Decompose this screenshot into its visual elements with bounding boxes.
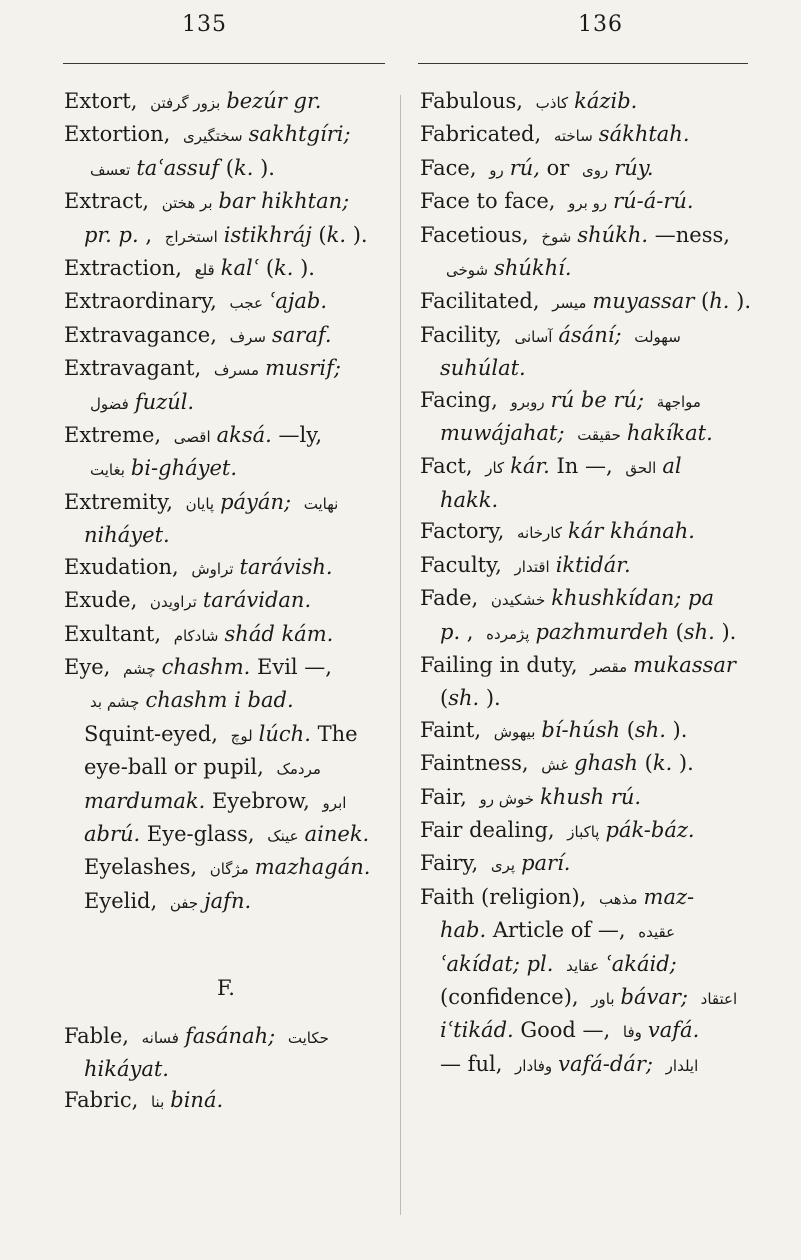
entry-line [420, 119, 752, 152]
transliteration: pák-báz. [605, 817, 695, 842]
transliteration: k. [652, 751, 679, 776]
transliteration: fuzúl. [134, 389, 195, 414]
transliteration: k. [274, 256, 301, 281]
persian-word: وفا [622, 1023, 642, 1042]
transliteration: hakíkat. [626, 421, 713, 446]
transliteration: kalʿ [220, 256, 266, 281]
persian-word: نهایت [303, 494, 339, 513]
english-text: ). [736, 289, 751, 314]
english-text: ( [626, 717, 635, 742]
transliteration: sh. [448, 686, 486, 711]
english-text: Facility, [420, 322, 509, 347]
english-text: Extortion, [64, 122, 177, 147]
persian-word: کارخانه [516, 524, 562, 543]
entry-line [64, 186, 388, 219]
entry-line [64, 1021, 388, 1054]
transliteration: sakhtgíri; [248, 122, 351, 147]
transliteration: sh. [634, 717, 673, 742]
entry-line [64, 685, 388, 718]
transliteration: fasánah; [184, 1023, 282, 1048]
transliteration: jafn. [204, 888, 252, 913]
persian-word: سهولت [634, 327, 681, 346]
persian-word: روی [582, 160, 609, 179]
english-text: —ness, [654, 222, 730, 247]
english-text: Good —, [520, 1018, 617, 1043]
english-text: Faith (religion), [420, 884, 593, 909]
entry-line [420, 815, 752, 848]
transliteration: hab. [440, 918, 493, 943]
persian-word: پری [490, 856, 516, 875]
persian-word: باور [591, 989, 615, 1008]
entry-line [420, 353, 752, 384]
english-text: or [546, 155, 576, 180]
entry-line [64, 852, 388, 885]
entry-line [64, 520, 388, 551]
transliteration: muyassar [592, 289, 702, 314]
persian-word: مسرف [213, 361, 260, 380]
english-text: ( [225, 155, 234, 180]
entry-line [420, 320, 752, 353]
entry-line [64, 487, 388, 520]
left-column [64, 86, 388, 1119]
english-text: Extreme, [64, 423, 168, 448]
transliteration: niháyet. [84, 523, 170, 548]
section-gap [64, 919, 388, 973]
english-text: In —, [556, 454, 620, 479]
entry-line [420, 86, 752, 119]
persian-word: مژگان [209, 860, 249, 879]
transliteration: aksá. [216, 423, 279, 448]
transliteration: suhúlat. [440, 356, 526, 381]
english-text: Fabricated, [420, 122, 548, 147]
persian-word: چشم بد [90, 693, 140, 712]
english-text: Faintness, [420, 751, 536, 776]
persian-word: خوش رو [479, 789, 535, 808]
english-text: Fade, [420, 586, 485, 611]
english-text: Face, [420, 155, 484, 180]
entry-line [420, 153, 752, 186]
entry-line [64, 552, 388, 585]
transliteration: shúkhí. [494, 256, 572, 281]
english-text: ( [318, 222, 327, 247]
entry-line [64, 1085, 388, 1118]
persian-word: اعتقاد [700, 989, 738, 1008]
english-text: Extraction, [64, 256, 189, 281]
entry-line [64, 652, 388, 685]
english-text: Factory, [420, 519, 511, 544]
entry-line [64, 973, 388, 1004]
header-rule-left [63, 63, 385, 64]
entry-line [420, 683, 752, 714]
persian-word: بر هختن [161, 194, 213, 213]
entry-line [420, 385, 752, 418]
persian-word: مردمک [276, 760, 321, 779]
persian-word: عجب [229, 294, 263, 313]
persian-word: مذهب [598, 889, 638, 908]
transliteration: taʿassuf [136, 155, 226, 180]
header-rule-right [418, 63, 748, 64]
english-text: (confidence), [440, 984, 586, 1009]
english-text: Article of —, [492, 918, 633, 943]
entry-line [64, 253, 388, 286]
transliteration: pazhmurdeh [535, 619, 676, 644]
transliteration: pa [688, 586, 714, 611]
right-column [420, 86, 752, 1082]
persian-word: سختگیری [182, 127, 243, 146]
transliteration: musrif; [265, 356, 341, 381]
english-text: ). [678, 751, 694, 776]
entry-line [64, 886, 388, 919]
entry-line [420, 617, 752, 650]
persian-word: حقیقت [577, 426, 621, 445]
english-text: Squint-eyed, [84, 721, 225, 746]
entry-line [420, 286, 752, 319]
english-text: , [145, 222, 159, 247]
english-text: Faculty, [420, 552, 509, 577]
transliteration: ghash [574, 751, 645, 776]
english-text: —ly, [278, 423, 323, 448]
transliteration: istikhráj [223, 222, 319, 247]
section-heading: F. [217, 976, 235, 1001]
persian-word: عقیده [638, 923, 676, 942]
persian-word: بنا [150, 1093, 165, 1112]
persian-word: شوخ [541, 227, 572, 246]
transliteration: bezúr gr. [226, 89, 322, 113]
english-text: Extravagance, [64, 322, 224, 347]
entry-line [420, 1049, 752, 1082]
entry-line [64, 286, 388, 319]
transliteration: mazhagán. [254, 855, 371, 880]
transliteration: iʿtikád. [440, 1018, 521, 1043]
entry-line [420, 1015, 752, 1048]
persian-word: پایان [185, 494, 215, 513]
persian-word: رو [489, 160, 504, 179]
english-text: ). [352, 222, 368, 247]
entry-line [64, 320, 388, 353]
persian-word: لوچ [230, 726, 253, 745]
persian-word: بیهوش [493, 722, 536, 741]
english-text: Faint, [420, 717, 488, 742]
transliteration: chashm i bad. [145, 688, 294, 713]
entry-line [64, 619, 388, 652]
persian-word: خشکیدن [490, 591, 546, 610]
english-text: ). [260, 155, 275, 180]
english-text: — ful, [440, 1051, 510, 1076]
transliteration: khushkídan; [551, 586, 689, 611]
entry-line [64, 387, 388, 420]
entry-line [420, 550, 752, 583]
persian-word: سرف [229, 327, 266, 346]
entry-line [420, 748, 752, 781]
entry-line [420, 253, 752, 286]
transliteration: bi-gháyet. [130, 456, 238, 481]
english-text: Exude, [64, 588, 144, 613]
transliteration: rú-á-rú. [613, 189, 694, 214]
english-text: Fair dealing, [420, 817, 562, 842]
page-number-right: 136 [578, 12, 623, 37]
persian-word: ایلدار [665, 1056, 699, 1075]
entry-line [420, 782, 752, 815]
transliteration: shád kám. [224, 621, 334, 646]
persian-word: پاکباز [567, 822, 600, 841]
entry-line [420, 186, 752, 219]
transliteration: vafá. [647, 1018, 700, 1043]
english-text: ( [644, 751, 653, 776]
persian-word: بزور گرفتن [150, 94, 221, 112]
transliteration: ʿakáid; [605, 951, 677, 976]
transliteration: chashm. [161, 654, 257, 679]
transliteration: rú, [509, 155, 547, 180]
english-text: Eye-glass, [146, 821, 262, 846]
english-text: Eyelashes, [84, 855, 204, 880]
english-text: , [466, 619, 481, 644]
transliteration: k. [234, 155, 261, 180]
english-text: ( [701, 289, 710, 314]
transliteration: sh. [683, 619, 722, 644]
persian-word: تعسف [90, 160, 131, 179]
transliteration: bávar; [620, 984, 695, 1009]
english-text: Extort, [64, 89, 145, 113]
transliteration: ainek. [304, 821, 370, 846]
persian-word: حکایت [287, 1028, 329, 1047]
english-text: ( [265, 256, 275, 281]
persian-word: جفن [169, 893, 199, 912]
entry-line [420, 982, 752, 1015]
persian-word: مواجهة [656, 392, 701, 411]
english-text: Extremity, [64, 489, 180, 514]
entry-line [420, 583, 752, 616]
entry-line [420, 451, 752, 484]
entry-line [64, 153, 388, 186]
entry-line [420, 650, 752, 683]
transliteration: ásání; [558, 322, 629, 347]
persian-word: آسانی [514, 327, 553, 346]
english-text: ). [485, 686, 501, 711]
persian-word: وفادار [515, 1056, 553, 1075]
persian-word: استخراج [164, 227, 218, 246]
entry-line [64, 719, 388, 752]
entry-line [64, 585, 388, 618]
english-text: The [317, 721, 358, 746]
persian-word: میسر [552, 294, 587, 313]
persian-word: ساخته [553, 127, 593, 146]
english-text: Extraordinary, [64, 289, 224, 314]
persian-word: شوخی [446, 261, 489, 280]
persian-word: شادکام [173, 626, 219, 645]
english-text: Fair, [420, 784, 474, 809]
persian-word: قلع [194, 261, 215, 280]
entry-line [64, 786, 388, 819]
column-divider [400, 95, 401, 1215]
transliteration: biná. [170, 1088, 224, 1113]
entry-line [64, 420, 388, 453]
transliteration: parí. [521, 851, 571, 876]
entry-line [64, 752, 388, 785]
persian-word: روبرو [510, 392, 545, 411]
transliteration: vafá-dár; [558, 1051, 660, 1076]
transliteration: hikáyat. [84, 1056, 169, 1081]
english-text: ). [300, 256, 315, 281]
transliteration: sákhtah. [598, 122, 690, 147]
entry-line [64, 353, 388, 386]
page-number-left: 135 [182, 12, 227, 37]
persian-word: مقصر [590, 657, 628, 676]
entry-line [64, 119, 388, 152]
english-text: Eyebrow, [211, 788, 317, 813]
entry-line [420, 882, 752, 915]
persian-word: ابرو [322, 793, 347, 812]
transliteration: hakk. [440, 487, 499, 512]
transliteration: pr. p. [84, 222, 146, 247]
transliteration: al [662, 454, 682, 479]
entry-line [420, 715, 752, 748]
entry-line [420, 915, 752, 948]
entry-line [420, 220, 752, 253]
persian-word: غش [541, 756, 569, 775]
english-text: Facetious, [420, 222, 536, 247]
transliteration: kár khánah. [568, 519, 695, 544]
transliteration: shúkh. [577, 222, 655, 247]
transliteration: mardumak. [84, 788, 212, 813]
english-text: Fable, [64, 1023, 136, 1048]
english-text: Fairy, [420, 851, 485, 876]
transliteration: bar hikhtan; [218, 189, 350, 214]
persian-word: عینک [267, 826, 299, 845]
english-text: ). [721, 619, 737, 644]
entry-line [420, 848, 752, 881]
transliteration: kár. [510, 454, 557, 479]
persian-word: چشم [122, 659, 156, 678]
transliteration: h. [709, 289, 737, 314]
persian-word: اقتدار [514, 557, 550, 576]
persian-word: رو برو [568, 194, 608, 213]
transliteration: mukassar [633, 652, 736, 677]
transliteration: ʿakídat; [440, 951, 527, 976]
persian-word: پژمرده [486, 624, 530, 643]
transliteration: rúy. [614, 155, 654, 180]
transliteration: rú be rú; [550, 387, 651, 412]
english-text: Evil —, [257, 654, 332, 679]
transliteration: p. [440, 619, 467, 644]
english-text: Facing, [420, 387, 505, 412]
section-gap [64, 1005, 388, 1021]
entry-line [420, 516, 752, 549]
transliteration: bí-húsh [541, 717, 627, 742]
persian-word: کار [485, 459, 505, 478]
persian-word: فضول [90, 394, 129, 413]
entry-line [420, 485, 752, 516]
persian-word: تراویدن [149, 593, 197, 612]
entry-line [420, 949, 752, 982]
english-text: Fabric, [64, 1088, 145, 1113]
persian-word: تراوش [191, 559, 234, 578]
persian-word: الحق [625, 459, 657, 478]
english-text: Exultant, [64, 621, 168, 646]
transliteration: khush rú. [540, 784, 642, 809]
transliteration: k. [326, 222, 353, 247]
transliteration: tarávish. [239, 554, 333, 579]
transliteration: abrú. [84, 821, 147, 846]
entry-line [64, 220, 388, 253]
entry-line [64, 86, 388, 119]
persian-word: کاذب [535, 94, 569, 112]
english-text: Eye, [64, 654, 117, 679]
english-text: ( [440, 686, 449, 711]
transliteration: pl. [526, 951, 561, 976]
english-text: ( [675, 619, 684, 644]
transliteration: saraf. [272, 322, 332, 347]
persian-word: عقاید [566, 956, 600, 975]
entry-line [64, 1054, 388, 1085]
transliteration: muwájahat; [440, 421, 572, 446]
english-text: Failing in duty, [420, 652, 585, 677]
transliteration: iktidár. [555, 552, 631, 577]
english-text: Face to face, [420, 189, 563, 214]
transliteration: páyán; [220, 489, 298, 514]
persian-word: اقصی [173, 428, 211, 447]
entry-line [64, 453, 388, 486]
persian-word: بغایت [90, 461, 125, 480]
transliteration: lúch. [258, 721, 318, 746]
transliteration: maz- [643, 884, 695, 909]
english-text: Extract, [64, 189, 156, 214]
english-text: Fact, [420, 454, 480, 479]
transliteration: kázib. [574, 89, 638, 113]
english-text: Exudation, [64, 554, 186, 579]
english-text: Extravagant, [64, 356, 208, 381]
english-text: eye-ball or pupil, [84, 755, 271, 780]
english-text: Eyelid, [84, 888, 164, 913]
english-text: Facilitated, [420, 289, 547, 314]
persian-word: فسانه [141, 1028, 179, 1047]
english-text: Fabulous, [420, 89, 530, 113]
entry-line [64, 819, 388, 852]
transliteration: ʿajab. [268, 289, 328, 314]
english-text: ). [672, 717, 688, 742]
entry-line [420, 418, 752, 451]
transliteration: tarávidan. [202, 588, 312, 613]
